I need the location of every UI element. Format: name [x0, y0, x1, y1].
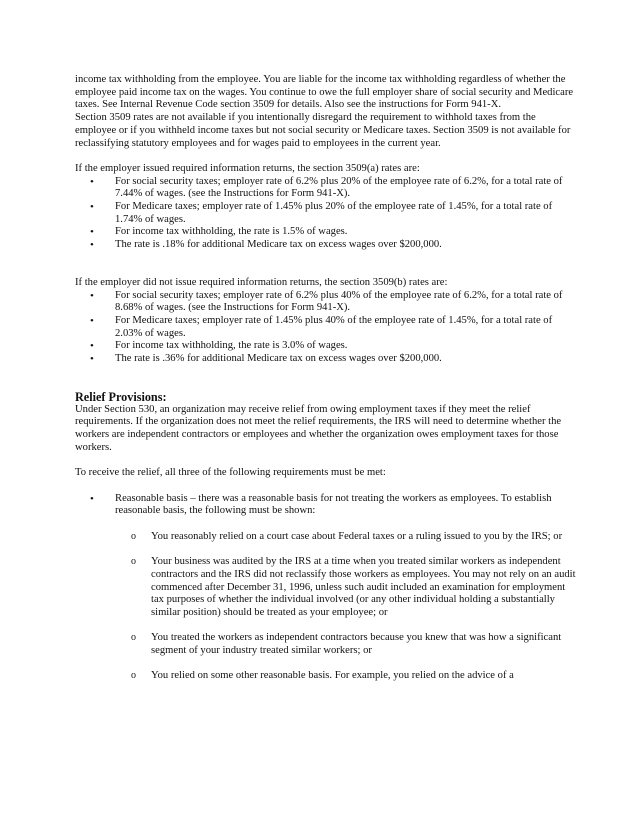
- list-item: o You reasonably relied on a court case about Federal taxes or a ruling issued to you by the IRS; or: [75, 531, 577, 544]
- document-page: [75, 74, 577, 696]
- list-item: o Your business was audited by the IRS at a time when you treated similar workers as independent contractors and the IRS did not reclassify those workers as employees. You may not rely on an audit commenced after December 31, 1996, unless such audit included an examination for employment tax purposes of whether the individual involved (or any other individual holding a substantially similar position) should be treated as your employee; or: [75, 556, 577, 620]
- list-item: • For income tax withholding, the rate is 1.5% of wages.: [75, 226, 577, 239]
- list-item: • For Medicare taxes; employer rate of 1.45% plus 40% of the employee rate of 1.45%, for a total rate of 2.03% of wages.: [75, 315, 577, 340]
- rates-a-list: [75, 176, 577, 252]
- intro-paragraph-2: Section 3509 rates are not available if you intentionally disregard the requirement to withhold taxes from the employee or if you withheld income taxes but not social security or Medicare taxes. Section 3509 is not available for reclassifying statutory employees and for wages paid to employees in the current year.: [75, 112, 571, 149]
- reasonable-basis-list: [75, 531, 577, 683]
- list-item: • For Medicare taxes; employer rate of 1.45% plus 20% of the employee rate of 1.45%, for a total rate of 1.74% of wages.: [75, 201, 577, 226]
- list-item: • For social security taxes; employer rate of 6.2% plus 40% of the employee rate of 6.2%, for a total rate of 8.68% of wages. (see the Instructions for Form 941-X).: [75, 290, 577, 315]
- relief-paragraph: Under Section 530, an organization may receive relief from owing employment taxes if they meet the relief requirements. If the organization does not meet the relief requirements, the IRS will need to determine whether the workers are independent contractors or employees and whether the organization owes employment taxes for those workers.: [75, 403, 562, 453]
- list-item: • Reasonable basis – there was a reasonable basis for not treating the workers as employees. To establish reasonable basis, the following must be shown:: [75, 493, 577, 518]
- list-item: • For social security taxes; employer rate of 6.2% plus 20% of the employee rate of 6.2%, for a total rate of 7.44% of wages. (see the Instructions for Form 941-X).: [75, 176, 577, 201]
- list-item: • For income tax withholding, the rate is 3.0% of wages.: [75, 340, 577, 353]
- list-item: • The rate is .18% for additional Medicare tax on excess wages over $200,000.: [75, 239, 577, 252]
- rates-b-intro: If the employer did not issue required information returns, the section 3509(b) rates are:: [75, 276, 448, 288]
- rates-a-intro: If the employer issued required information returns, the section 3509(a) rates are:: [75, 162, 420, 174]
- rates-b-list: [75, 290, 577, 366]
- intro-paragraph-1: income tax withholding from the employee. You are liable for the income tax withholding regardless of whether the employee paid income tax on the wages. You continue to owe the full employer share of social security and Medicare taxes. See Internal Revenue Code section 3509 for details. Also see the instructions for Form 941-X.: [75, 74, 574, 111]
- list-item: o You relied on some other reasonable basis. For example, you relied on the advice of a: [75, 670, 577, 683]
- requirements-list: [75, 493, 577, 518]
- requirements-intro: To receive the relief, all three of the following requirements must be met:: [75, 467, 386, 479]
- list-item: • The rate is .36% for additional Medicare tax on excess wages over $200,000.: [75, 353, 577, 366]
- relief-heading: Relief Provisions:: [75, 389, 167, 404]
- list-item: o You treated the workers as independent contractors because you knew that was how a significant segment of your industry treated similar workers; or: [75, 632, 577, 657]
